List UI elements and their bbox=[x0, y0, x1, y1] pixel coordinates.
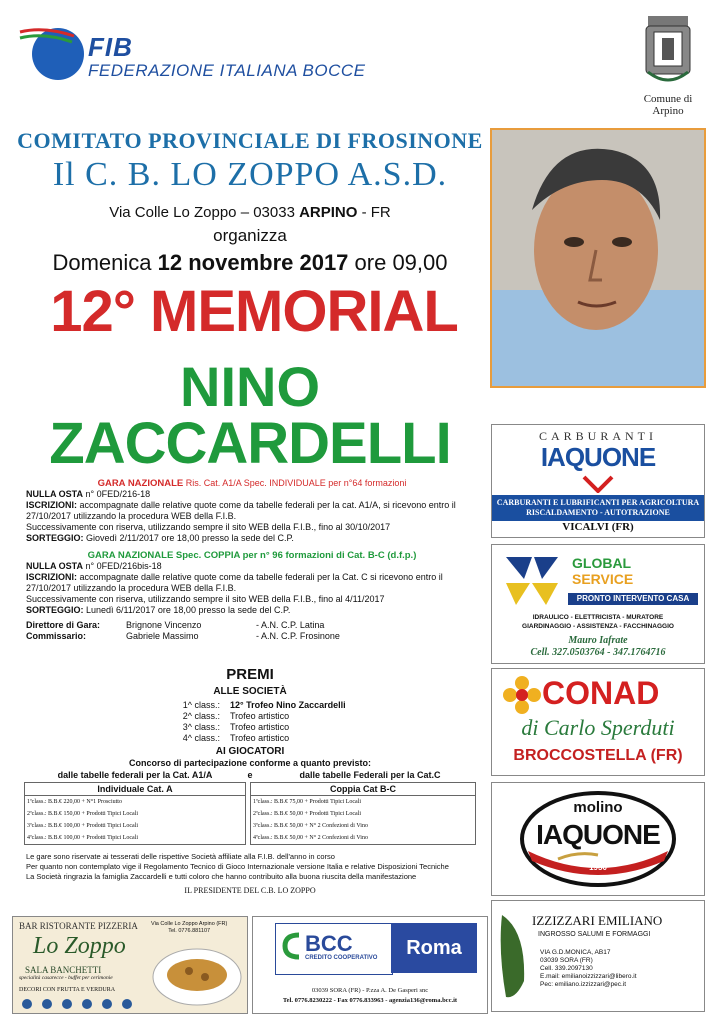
footnote: La Società ringrazia la famiglia Zaccardelli e tutti coloro che hanno contribuito alla buona riuscita della manifestazione bbox=[26, 872, 417, 881]
bcc-roma: Roma bbox=[391, 923, 477, 973]
table-row: 4ªclass.: B.B.€ 50,00 + N° 2 Confezioni di Vino bbox=[253, 835, 368, 841]
global-service-logo-icon bbox=[502, 553, 562, 609]
fib-wordmark bbox=[88, 32, 366, 81]
event-datetime bbox=[14, 250, 486, 276]
band-line: RISCALDAMENTO - AUTOTRAZIONE bbox=[526, 508, 670, 517]
address-line: VIA G.D.MONICA, AB17 bbox=[540, 949, 611, 956]
comune-caption: Comune di Arpino bbox=[643, 93, 693, 117]
sponsor-services bbox=[492, 613, 704, 631]
address-line: Cell. 339.2097130 bbox=[540, 965, 593, 972]
sponsor-type: BAR RISTORANTE PIZZERIA bbox=[19, 921, 138, 931]
prize-row bbox=[160, 722, 346, 733]
table-row: 3ªclass.: B.B.€ 50,00 + N° 2 Confezioni di Vino bbox=[253, 823, 368, 829]
address-street: Via Colle Lo Zoppo – 03033 bbox=[109, 204, 300, 221]
sponsor-sub: INGROSSO SALUMI E FORMAGGI bbox=[538, 931, 651, 938]
gara1-sorteggio bbox=[26, 533, 478, 544]
date-day: Domenica bbox=[52, 250, 158, 275]
footnote: Per quanto non contemplato vige il Regolamento Tecnico di Gioco Internazionale versione Italia e relative Disposizioni Tecniche bbox=[26, 862, 449, 871]
premi-giocatori: AI GIOCATORI bbox=[215, 746, 285, 757]
comitato-title: COMITATO PROVINCIALE DI FROSINONE bbox=[17, 128, 483, 153]
prize-row bbox=[160, 700, 346, 711]
honoree-last-name: ZACCARDELLI bbox=[49, 411, 451, 476]
gara1-title-bold: GARA NAZIONALE bbox=[97, 478, 184, 489]
molino-year: 1950 bbox=[589, 863, 607, 872]
bcc-address: 03039 SORA (FR) - P.zza A. De Gasperi snc bbox=[311, 987, 429, 994]
prize-rank: 2^ class.: bbox=[182, 711, 220, 721]
prize-value: Trofeo artistico bbox=[230, 711, 290, 721]
sponsor-spec: specialità casarecce - buffet per cerimonie bbox=[19, 975, 113, 981]
official-org: - A.N. C.P. Latina bbox=[256, 620, 325, 630]
sponsor-top: CARBURANTI bbox=[538, 429, 657, 443]
bcc-sub: CREDITO COOPERATIVO bbox=[305, 955, 378, 961]
value: accompagnate dalle relative quote come da tabelle federali per la cat. A1/A, si ricevono entro il 27/10/2017 utilizzando la procedura WEB della F.I.B. bbox=[26, 500, 456, 521]
prize-value: Trofeo artistico bbox=[230, 733, 290, 743]
official-name: Brignone Vincenzo bbox=[126, 620, 202, 630]
club-title: Il C. B. LO ZOPPO A.S.D. bbox=[52, 156, 448, 193]
official-role: Commissario: bbox=[26, 631, 87, 641]
label: ISCRIZIONI: bbox=[26, 572, 77, 582]
sponsor-location: VICALVI (FR) bbox=[562, 521, 634, 533]
sponsor-name: IZZIZZARI EMILIANO bbox=[532, 913, 663, 928]
sponsor-molino-iaquone bbox=[491, 782, 705, 896]
molino-top: molino bbox=[573, 799, 623, 816]
club-address bbox=[14, 204, 486, 221]
label: NULLA OSTA bbox=[26, 489, 83, 499]
sponsor-address bbox=[540, 949, 637, 989]
address-line: Via Colle Lo Zoppo Arpino (FR) bbox=[151, 921, 228, 927]
sponsor-name bbox=[572, 555, 633, 587]
date-time: ore 09,00 bbox=[348, 250, 448, 275]
band-line: CARBURANTI E LUBRIFICANTI PER AGRICOLTURA bbox=[496, 498, 700, 507]
sponsor-bcc-roma bbox=[252, 916, 488, 1014]
gara1-title-rest: Ris. Cat. A1/A Spec. INDIVIDUALE per n°64 formazioni bbox=[183, 478, 407, 488]
decor-pattern-icon bbox=[17, 997, 147, 1011]
value: Lunedì 6/11/2017 ore 18,00 presso la sede del C.P. bbox=[83, 605, 291, 615]
value: accompagnate dalle relative quote come da tabelle federali per la Cat. C si ricevono entro il 27/10/2017 utilizzando la procedura WEB della F.I.B. bbox=[26, 572, 443, 593]
individuale-table bbox=[24, 782, 246, 845]
sponsor-name: CONAD bbox=[542, 675, 660, 711]
prize-value: Trofeo artistico bbox=[230, 722, 290, 732]
address-line: 03039 SORA (FR) bbox=[540, 957, 593, 964]
mid-header: e bbox=[247, 770, 253, 780]
premi-title: PREMI bbox=[226, 666, 274, 683]
societa-prizes bbox=[160, 700, 346, 744]
label: ISCRIZIONI: bbox=[26, 500, 77, 510]
prize-rank: 4^ class.: bbox=[182, 733, 220, 743]
address-province: - FR bbox=[357, 204, 391, 221]
label: NULLA OSTA bbox=[26, 561, 83, 571]
address-city: ARPINO bbox=[299, 204, 358, 221]
presidente-signature: IL PRESIDENTE DEL C.B. LO ZOPPO bbox=[184, 886, 316, 895]
gara2-successivamente: Successivamente con riserva, utilizzando sempre il sito WEB della F.I.B., fino al 4/11/2017 bbox=[26, 594, 385, 604]
label: SORTEGGIO: bbox=[26, 605, 84, 615]
bcc-name: BCC bbox=[305, 931, 353, 956]
gara1-nulla-osta bbox=[26, 489, 478, 500]
sponsor-lo-zoppo bbox=[12, 916, 248, 1014]
footnote: Le gare sono riservate ai tesserati delle rispettive Società affiliate alla F.I.B. dell'anno in corso bbox=[26, 852, 335, 861]
label: SORTEGGIO: bbox=[26, 533, 84, 543]
fib-logo bbox=[14, 18, 96, 82]
sponsor-iaquone-carburanti bbox=[491, 424, 705, 538]
fib-abbr: FIB bbox=[88, 32, 133, 62]
sponsor-address bbox=[151, 921, 227, 935]
prize-row bbox=[160, 711, 346, 722]
table-title: Individuale Cat. A bbox=[25, 783, 245, 796]
date-date: 12 novembre 2017 bbox=[157, 250, 349, 275]
table-row: 2ªclass.: B.B.€ 150,00 + Prodotti Tipici Locali bbox=[27, 811, 139, 817]
sponsor-decor: DECORI CON FRUTTA E VERDURA bbox=[19, 987, 116, 993]
name-line: GLOBAL bbox=[572, 555, 632, 571]
arrow-down-icon bbox=[580, 475, 616, 493]
comune-arpino bbox=[628, 12, 708, 117]
contact-phone: Cell. 327.0503764 - 347.1764716 bbox=[530, 647, 666, 658]
table-row: 3ªclass.: B.B.€ 100,00 + Prodotti Tipici Locali bbox=[27, 823, 139, 829]
gara1-successivamente: Successivamente con riserva, utilizzando sempre il sito WEB della F.I.B., fino al 30/10/2017 bbox=[26, 522, 391, 532]
table-row: 4ªclass.: B.B.€ 100,00 + Prodotti Tipici Locali bbox=[27, 835, 139, 841]
address-line: Pec: emiliano.izzizzari@pec.it bbox=[540, 981, 627, 988]
fib-name: FEDERAZIONE ITALIANA BOCCE bbox=[88, 61, 366, 80]
honoree-first-name: NINO bbox=[180, 355, 320, 418]
arpino-coat-of-arms-icon bbox=[640, 12, 696, 88]
value: Giovedì 2/11/2017 ore 18,00 presso la sede del C.P. bbox=[83, 533, 294, 543]
gara1-title bbox=[26, 478, 478, 489]
honoree-photo bbox=[490, 128, 706, 388]
premi-societa: ALLE SOCIETÀ bbox=[213, 686, 287, 697]
official-org: - A.N. C.P. Frosinone bbox=[256, 631, 340, 641]
prize-row bbox=[160, 733, 346, 744]
table-row: 1ªclass.: B.B.€ 75,00 + Prodotti Tipici Locali bbox=[253, 799, 362, 805]
molino-name: IAQUONE bbox=[536, 819, 660, 850]
bcc-contacts: Tel. 0776.8230222 - Fax 0776.833963 - agenzia136@roma.bcc.it bbox=[282, 997, 458, 1004]
table-row: 1ªclass.: B.B.€ 220,00 + N°1 Prosciutto bbox=[27, 799, 122, 805]
table-row: 2ªclass.: B.B.€ 50,00 + Prodotti Tipici Locali bbox=[253, 811, 362, 817]
prize-rank: 1^ class.: bbox=[182, 700, 220, 710]
gara2-iscrizioni bbox=[26, 572, 478, 594]
official-row bbox=[26, 631, 478, 642]
footnotes bbox=[26, 852, 476, 882]
sponsor-tagline: PRONTO INTERVENTO CASA bbox=[568, 593, 698, 605]
right-header: dalle tabelle Federali per la Cat.C bbox=[299, 770, 441, 780]
prize-rank: 3^ class.: bbox=[182, 722, 220, 732]
table-title: Coppia Cat B-C bbox=[251, 783, 475, 796]
gara2-sorteggio bbox=[26, 605, 478, 616]
contact-person: Mauro Iafrate bbox=[568, 635, 628, 646]
official-name: Gabriele Massimo bbox=[126, 631, 199, 641]
gara2-nulla-osta bbox=[26, 561, 478, 572]
sponsor-name: Lo Zoppo bbox=[33, 933, 126, 959]
service-line: GIARDINAGGIO - ASSISTENZA - FACCHINAGGIO bbox=[522, 623, 674, 630]
address-line: E.mail: emilianoizzizzari@libero.it bbox=[540, 973, 637, 980]
sponsor-global-service bbox=[491, 544, 705, 664]
memorial-title: 12° MEMORIAL bbox=[50, 279, 458, 344]
service-line: IDRAULICO - ELETTRICISTA - MURATORE bbox=[532, 614, 664, 621]
ham-icon bbox=[496, 911, 530, 1001]
concorso: Concorso di partecipazione conforme a quanto previsto: bbox=[128, 758, 372, 768]
flower-icon bbox=[502, 675, 542, 715]
gara2-title: GARA NAZIONALE Spec. COPPIA per n° 96 formazioni di Cat. B-C (d.f.p.) bbox=[87, 550, 417, 561]
bcc-mark-icon bbox=[281, 931, 303, 961]
address-line: Tel. 0776.881107 bbox=[168, 928, 211, 934]
sponsor-sala: SALA BANCHETTI bbox=[25, 965, 102, 975]
sponsor-name: IAQUONE bbox=[540, 442, 656, 472]
food-plate-icon bbox=[149, 937, 245, 1009]
gara1-iscrizioni bbox=[26, 500, 478, 522]
sponsor-location: BROCCOSTELLA (FR) bbox=[513, 747, 683, 764]
name-line: SERVICE bbox=[572, 571, 634, 587]
sponsor-izzizzari bbox=[491, 900, 705, 1012]
left-header: dalle tabelle federali per la Cat. A1/A bbox=[57, 770, 213, 780]
coppia-table bbox=[250, 782, 476, 845]
sponsor-conad bbox=[491, 668, 705, 776]
organizza: organizza bbox=[213, 226, 287, 245]
official-row bbox=[26, 620, 478, 631]
official-role: Direttore di Gara: bbox=[26, 620, 101, 630]
prize-value: 12° Trofeo Nino Zaccardelli bbox=[230, 700, 346, 710]
prize-table-headers bbox=[40, 770, 470, 780]
sponsor-owner: di Carlo Sperduti bbox=[521, 715, 675, 740]
value: n° 0FED/216-18 bbox=[83, 489, 151, 499]
rules-block bbox=[26, 478, 478, 642]
sponsor-contact bbox=[492, 635, 704, 659]
value: n° 0FED/216bis-18 bbox=[83, 561, 162, 571]
sponsor-band bbox=[492, 495, 704, 521]
